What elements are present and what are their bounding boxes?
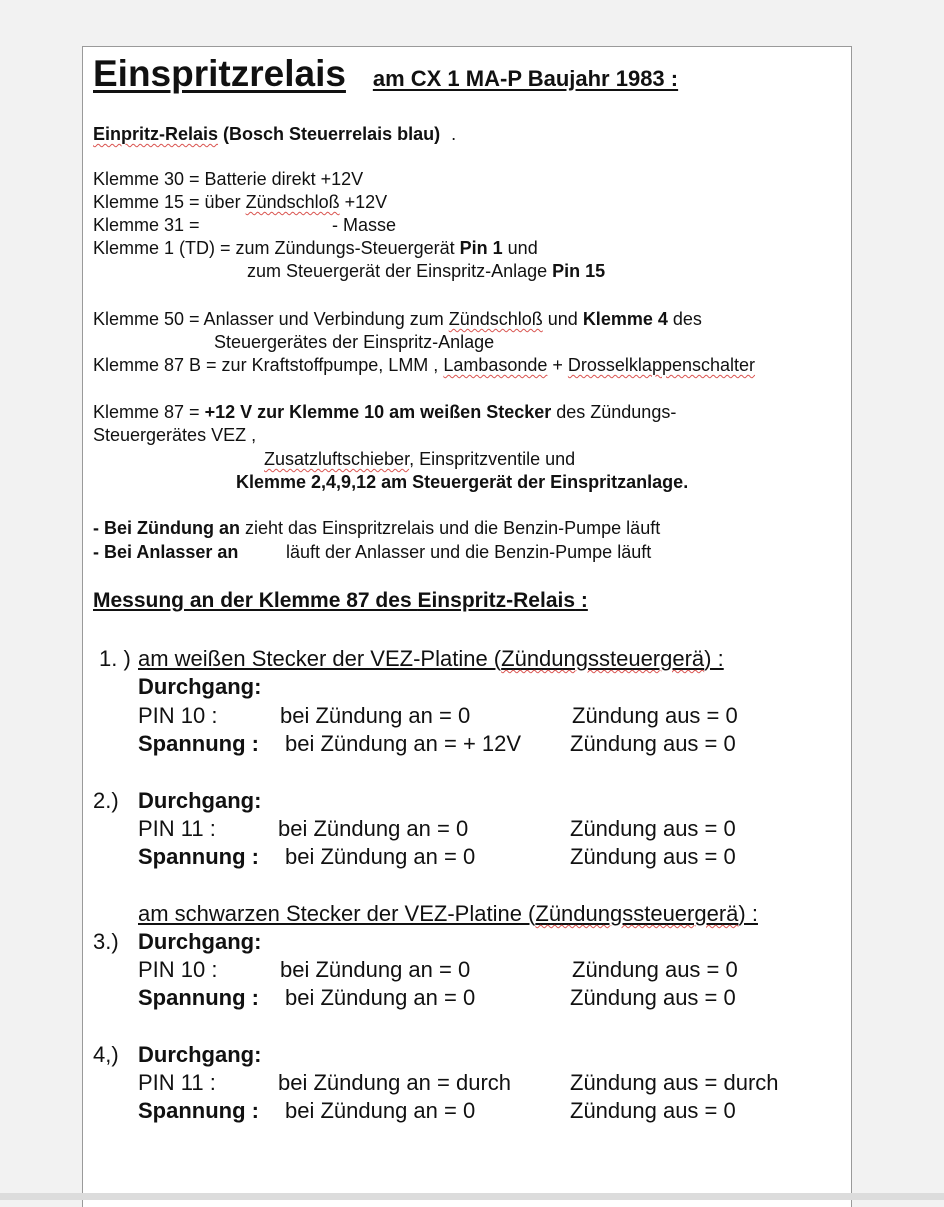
klemme-87b	[93, 354, 755, 377]
klemme-87-line2-text: Steuergerätes VEZ ,	[93, 425, 257, 445]
m4-pin: PIN 11 :	[138, 1070, 216, 1095]
measurement-4-number	[93, 1041, 119, 1069]
klemme-1-line2-text: zum Steuergerät der Einspritz-Anlage	[247, 261, 553, 281]
klemme-87b-lambasonde: Lambasonde	[443, 355, 548, 375]
m3-head-a: am schwarzen Stecker der VEZ-Platine (	[138, 901, 536, 926]
m1-pin-an-value: bei Zündung an = 0	[280, 703, 471, 728]
page-title	[93, 53, 678, 95]
m2-pin-aus	[570, 815, 736, 843]
m3-spannung-an	[285, 984, 475, 1012]
m2-spannung-label	[138, 843, 259, 871]
m2-spannung-aus-value: Zündung aus = 0	[570, 844, 736, 869]
m3-durchgang-label	[138, 928, 261, 956]
m4-spannung-an-value: bei Zündung an = 0	[285, 1098, 476, 1123]
klemme-50-zuendschloss: Zündschloß	[448, 309, 543, 329]
m3-head-b: Zündungssteuergerä	[535, 901, 739, 926]
m1-pin-aus	[572, 702, 738, 730]
m1-head-c: ) :	[704, 646, 724, 671]
klemme-1-line2	[247, 260, 605, 283]
m1-pin-an	[280, 702, 470, 730]
klemme-1	[93, 237, 538, 260]
bullet-anlasser-bold: - Bei Anlasser an	[93, 542, 239, 562]
m1-durchgang-label	[138, 673, 261, 701]
klemme-31-masse	[332, 214, 396, 237]
m3-durchgang: Durchgang:	[138, 929, 262, 954]
klemme-30-text: Klemme 30 = Batterie direkt +12V	[93, 169, 364, 189]
relay-description: (Bosch Steuerrelais blau)	[218, 124, 441, 144]
klemme-30	[93, 168, 363, 191]
klemme-1-line2-pin: Pin 15	[552, 261, 606, 281]
m3-head-c: ) :	[738, 901, 758, 926]
klemme-31	[93, 214, 200, 237]
m4-spannung-an	[285, 1097, 475, 1125]
section-title-c: :	[575, 589, 588, 612]
klemme-87	[93, 401, 676, 424]
klemme-87b-text: Klemme 87 B = zur Kraftstoffpumpe, LMM ,	[93, 355, 444, 375]
m1-spannung-aus-value: Zündung aus = 0	[570, 731, 736, 756]
bullet-anlasser-text: läuft der Anlasser und die Benzin-Pumpe läuft	[286, 542, 652, 562]
m2-spannung: Spannung :	[138, 844, 259, 869]
measurement-3-number	[93, 928, 119, 956]
m1-pin: PIN 10 :	[138, 703, 218, 728]
measurement-1-heading	[138, 645, 724, 673]
m2-spannung-an	[285, 843, 475, 871]
m2-durchgang-label	[138, 787, 261, 815]
m1-spannung: Spannung :	[138, 731, 259, 756]
measurement-3-heading	[138, 900, 758, 928]
m4-spannung-aus	[570, 1097, 736, 1125]
klemme-87-bold: +12 V zur Klemme 10 am weißen Stecker	[204, 402, 552, 422]
m4-pin-an-value: bei Zündung an = durch	[278, 1070, 512, 1095]
m3-pin: PIN 10 :	[138, 957, 218, 982]
klemme-87b-drosselklappe: Drosselklappenschalter	[567, 355, 756, 375]
m2-pin-aus-value: Zündung aus = 0	[570, 816, 736, 841]
m4-spannung-aus-value: Zündung aus = 0	[570, 1098, 736, 1123]
section-title	[93, 588, 588, 614]
m2-spannung-an-value: bei Zündung an = 0	[285, 844, 476, 869]
m3-spannung: Spannung :	[138, 985, 259, 1010]
klemme-15-text: Klemme 15 = über	[93, 192, 246, 212]
klemme-50-line2-text: Steuergerätes der Einspritz-Anlage	[214, 332, 495, 352]
measurement-1-num: 1. )	[99, 646, 131, 671]
m1-spannung-aus	[570, 730, 736, 758]
m3-spannung-an-value: bei Zündung an = 0	[285, 985, 476, 1010]
m4-pin-label	[138, 1069, 216, 1097]
klemme-87-line2	[93, 424, 256, 447]
m1-durchgang: Durchgang:	[138, 674, 262, 699]
klemme-1-pin: Pin 1	[459, 238, 503, 258]
horizontal-scrollbar[interactable]	[0, 1193, 944, 1200]
m1-head-b: Zündungssteuergerä	[501, 646, 705, 671]
klemme-1-text: Klemme 1 (TD) = zum Zündungs-Steuergerät	[93, 238, 460, 258]
m2-pin: PIN 11 :	[138, 816, 216, 841]
klemme-50-line2	[214, 331, 494, 354]
m1-head-a: am weißen Stecker der VEZ-Platine (	[138, 646, 502, 671]
bullet-anlasser	[93, 541, 238, 564]
bullet-anlasser-rest	[286, 541, 651, 564]
klemme-50-des: des	[667, 309, 702, 329]
m4-pin-an	[278, 1069, 511, 1097]
m3-pin-an	[280, 956, 470, 984]
m4-pin-aus-value: Zündung aus = durch	[570, 1070, 779, 1095]
klemme-50	[93, 308, 702, 331]
m3-pin-aus-value: Zündung aus = 0	[572, 957, 738, 982]
relay-name: Einpritz-Relais	[93, 124, 219, 144]
relay-subtitle	[93, 123, 456, 146]
measurement-2-number	[93, 787, 119, 815]
bullet-zuendung-bold: - Bei Zündung an	[93, 518, 240, 538]
klemme-15	[93, 191, 387, 214]
klemme-15-zuendschloss: Zündschloß	[245, 192, 340, 212]
m2-pin-an-value: bei Zündung an = 0	[278, 816, 469, 841]
m1-pin-aus-value: Zündung aus = 0	[572, 703, 738, 728]
bullet-zuendung-text: zieht das Einspritzrelais und die Benzin-Pumpe läuft	[239, 518, 661, 538]
klemme-87-line3-text: , Einspritzventile und	[409, 449, 576, 469]
m3-spannung-label	[138, 984, 259, 1012]
m3-pin-label	[138, 956, 217, 984]
m4-durchgang-label	[138, 1041, 261, 1069]
bullet-zuendung	[93, 517, 660, 540]
measurement-1-number	[99, 645, 131, 673]
m4-spannung-label	[138, 1097, 259, 1125]
klemme-87-des: des Zündungs-	[551, 402, 677, 422]
m1-spannung-an-value: bei Zündung an = + 12V	[285, 731, 522, 756]
klemme-15-voltage: +12V	[339, 192, 388, 212]
m3-pin-an-value: bei Zündung an = 0	[280, 957, 471, 982]
klemme-87-line4-text: Klemme 2,4,9,12 am Steuergerät der Einspritzanlage.	[236, 472, 689, 492]
klemme-1-und: und	[502, 238, 538, 258]
m3-pin-aus	[572, 956, 738, 984]
m2-pin-label	[138, 815, 216, 843]
document-page	[82, 46, 852, 1207]
klemme-31-masse-text: - Masse	[332, 215, 397, 235]
klemme-50-text: Klemme 50 = Anlasser und Verbindung zum	[93, 309, 449, 329]
title-main: Einspritzrelais	[93, 53, 346, 94]
zusatzluftschieber: Zusatzluftschieber	[264, 449, 410, 469]
m2-durchgang: Durchgang:	[138, 788, 262, 813]
klemme-31-text: Klemme 31 =	[93, 215, 200, 235]
m3-spannung-aus-value: Zündung aus = 0	[570, 985, 736, 1010]
m3-spannung-aus	[570, 984, 736, 1012]
m4-durchgang: Durchgang:	[138, 1042, 262, 1067]
klemme-87-text: Klemme 87 =	[93, 402, 205, 422]
m4-spannung: Spannung :	[138, 1098, 259, 1123]
measurement-2-num: 2.)	[93, 788, 119, 813]
m1-spannung-an	[285, 730, 521, 758]
m4-pin-aus	[570, 1069, 779, 1097]
m2-pin-an	[278, 815, 468, 843]
klemme-50-und: und	[542, 309, 583, 329]
measurement-3-num: 3.)	[93, 929, 119, 954]
section-title-a: Messung an der Klemme 87 des	[93, 589, 418, 612]
klemme-87-line4	[236, 471, 688, 494]
section-title-b: Einspritz-Relais	[417, 589, 576, 612]
subtitle-dot: .	[451, 124, 457, 144]
m1-pin-label	[138, 702, 217, 730]
klemme-87b-plus: +	[547, 355, 568, 375]
klemme-50-klemme4: Klemme 4	[582, 309, 668, 329]
m1-spannung-label	[138, 730, 259, 758]
title-sub: am CX 1 MA-P Baujahr 1983 :	[372, 66, 679, 91]
klemme-87-line3	[264, 448, 575, 471]
m2-spannung-aus	[570, 843, 736, 871]
measurement-4-num: 4,)	[93, 1042, 119, 1067]
